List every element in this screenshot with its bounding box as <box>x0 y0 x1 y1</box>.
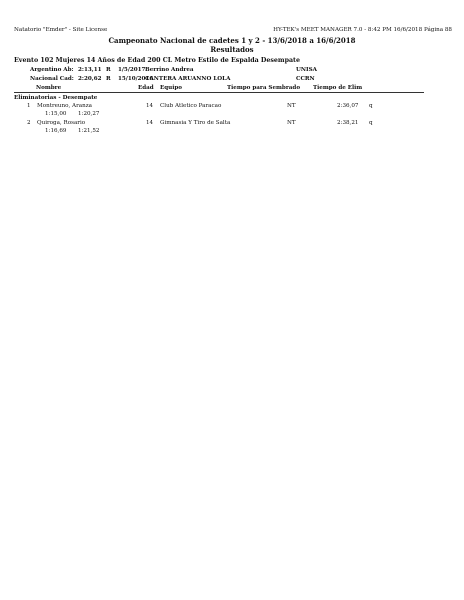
meet-title: Campeonato Nacional de cadetes 1 y 2 - 13/6/2018 a 16/6/2018 <box>108 36 356 45</box>
record-flag: R <box>106 76 111 82</box>
record-date: 1/5/2017 <box>118 67 146 73</box>
record-flag: R <box>106 67 111 73</box>
site-license: Natatorio "Emder" - Site License <box>14 27 108 33</box>
result-time: 2:38,21 <box>337 120 359 126</box>
result-name: Montreuno, Aranza <box>37 103 92 109</box>
result-place: 1 <box>27 103 31 109</box>
record-label: Nacional Cad: <box>30 76 74 82</box>
result-seed: NT <box>287 103 296 109</box>
col-nombre: Nombre <box>36 85 62 91</box>
header-rule <box>14 92 424 93</box>
meet-manager-stamp: HY-TEK's MEET MANAGER 7.0 - 8:42 PM 16/6/2018 Página 88 <box>273 27 452 33</box>
result-team: Club Atletico Paracao <box>160 103 222 109</box>
record-team: UNISA <box>296 67 317 73</box>
result-age: 14 <box>146 103 154 109</box>
result-split: 1:21,52 <box>78 128 100 134</box>
result-place: 2 <box>27 120 31 126</box>
record-time: 2:20,62 <box>78 76 102 82</box>
record-label: Argentino Ab: <box>30 67 74 73</box>
result-seed: NT <box>287 120 296 126</box>
record-time: 2:13,11 <box>78 67 102 73</box>
col-seed: Tiempo para Sembrado <box>227 85 301 91</box>
record-holder: CANTERA ARUANNO LOLA <box>145 76 231 82</box>
record-holder: Berrino Andrea <box>145 67 194 73</box>
section-title: Eliminatorias - Desempate <box>14 95 98 101</box>
result-qualifier: q <box>369 120 373 126</box>
col-edad: Edad <box>138 85 154 91</box>
results-heading: Resultados <box>210 45 254 54</box>
result-age: 14 <box>146 120 154 126</box>
record-date: 15/10/2016 <box>118 76 154 82</box>
result-time: 2:36,07 <box>337 103 359 109</box>
result-name: Quiroga, Rosario <box>37 120 86 126</box>
event-title: Evento 102 Mujeres 14 Años de Edad 200 CL Metro Estilo de Espalda Desempate <box>14 57 300 64</box>
result-split: 1:16,69 <box>45 128 67 134</box>
result-split: 1:15,00 <box>45 111 67 117</box>
record-team: CCRN <box>296 76 315 82</box>
col-final: Tiempo de Elim <box>313 85 363 91</box>
col-equipo: Equipo <box>160 85 183 91</box>
result-split: 1:20,27 <box>78 111 100 117</box>
result-team: Gimnasia Y Tiro de Salta <box>160 120 231 126</box>
result-qualifier: q <box>369 103 373 109</box>
